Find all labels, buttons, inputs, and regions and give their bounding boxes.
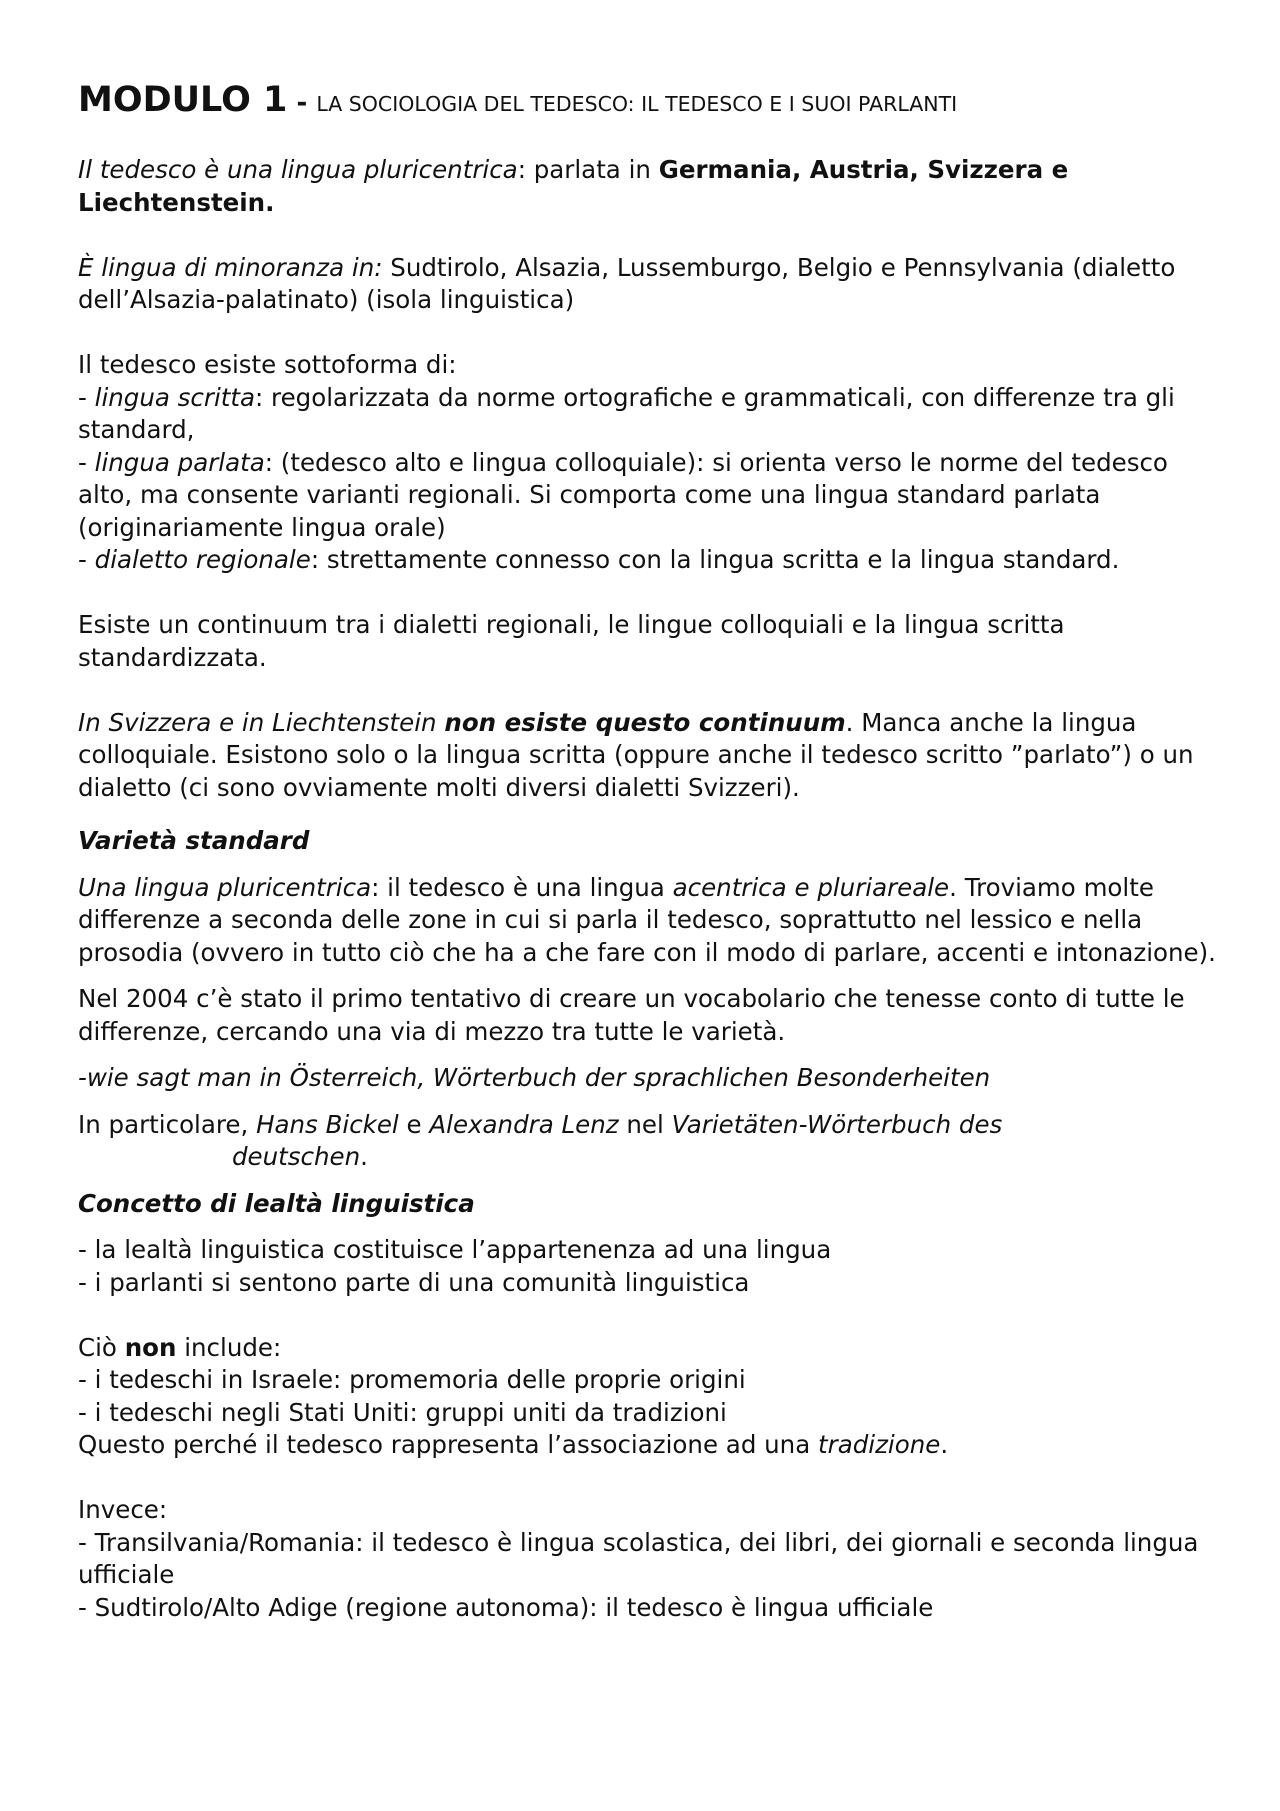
list-item: - Transilvania/Romania: il tedesco è lingua scolastica, dei libri, dei giornali e seconda lingua ufficiale [78,1527,1199,1589]
standard-paragraph-3: -wie sagt man in Österreich, Wörterbuch der sprachlichen Besonderheiten [78,1063,991,1092]
standard-paragraph-4: In particolare, Hans Bickel e Alexandra Lenz nel Varietäten-Wörterbuch des deutschen. [78,1109,1003,1171]
section-heading-loyalty: Concetto di lealtà linguistica [78,1188,475,1218]
exclusion-list [78,1332,1228,1462]
instead-list [78,1494,1228,1624]
continuum-paragraph: Esiste un continuum tra i dialetti regionali, le lingue colloquiali e la lingua scritta standardizzata. [78,610,1065,672]
standard-paragraph-1: Una lingua pluricentrica: il tedesco è una lingua acentrica e pluriareale. Troviamo molte differenze a seconda delle zone in cui si parla il tedesco, soprattutto nel lessico e nella prosodia (ovvero in tutto ciò che ha a che fare con il modo di parlare, accenti e intonazione). [78,872,1216,967]
list-item: - dialetto regionale: strettamente connesso con la lingua scritta e la lingua standard. [78,545,1120,574]
forms-list [78,349,1228,577]
list-item: - i parlanti si sentono parte di una comunità linguistica [78,1267,750,1297]
minority-paragraph: È lingua di minoranza in: Sudtirolo, Alsazia, Lussemburgo, Belgio e Pennsylvania (dialetto dell’Alsazia-palatinato) (isola linguistica) [78,252,1176,314]
loyalty-list [78,1234,1228,1299]
list-item: - lingua parlata: (tedesco alto e lingua colloquiale): si orienta verso le norme del tedesco alto, ma consente varianti regionali. Si comporta come una lingua standard parlata (originariamente lingua orale) [78,447,1168,542]
list-item: - la lealtà linguistica costituisce l’appartenenza ad una lingua [78,1235,832,1264]
section-heading-standard: Varietà standard [78,826,310,855]
instead-intro: Invece: [78,1495,168,1524]
list-item: - lingua scritta: regolarizzata da norme ortografiche e grammaticali, con differenze tra gli standard, [78,382,1175,444]
reason-paragraph: Questo perché il tedesco rappresenta l’associazione ad una tradizione. [78,1430,949,1459]
list-item: - Sudtirolo/Alto Adige (regione autonoma): il tedesco è lingua ufficiale [78,1592,934,1622]
exclusion-intro: Ciò non include: [78,1332,282,1362]
module-subtitle: LA SOCIOLOGIA DEL TEDESCO: IL TEDESCO E I SUOI PARLANTI [316,92,958,116]
forms-intro: Il tedesco esiste sottoforma di: [78,350,457,379]
page-title [78,76,1228,128]
list-item: - i tedeschi negli Stati Uniti: gruppi uniti da tradizioni [78,1397,727,1427]
standard-paragraph-2: Nel 2004 c’è stato il primo tentativo di creare un vocabolario che tenesse conto di tutte le differenze, cercando una via di mezzo tra tutte le varietà. [78,984,1185,1046]
document-page [78,76,1228,1624]
module-title: MODULO 1 [78,80,288,120]
list-item: - i tedeschi in Israele: promemoria delle proprie origini [78,1365,746,1394]
pluricentric-paragraph: Il tedesco è una lingua pluricentrica: parlata in Germania, Austria, Svizzera e Liechtenstein. [78,155,1069,217]
title-separator: - [287,88,317,118]
swiss-paragraph: In Svizzera e in Liechtenstein non esiste questo continuum. Manca anche la lingua colloquiale. Esistono solo o la lingua scritta (oppure anche il tedesco scritto ”parlato”) o un dialetto (ci sono ovviamente molti diversi dialetti Svizzeri). [78,707,1194,802]
